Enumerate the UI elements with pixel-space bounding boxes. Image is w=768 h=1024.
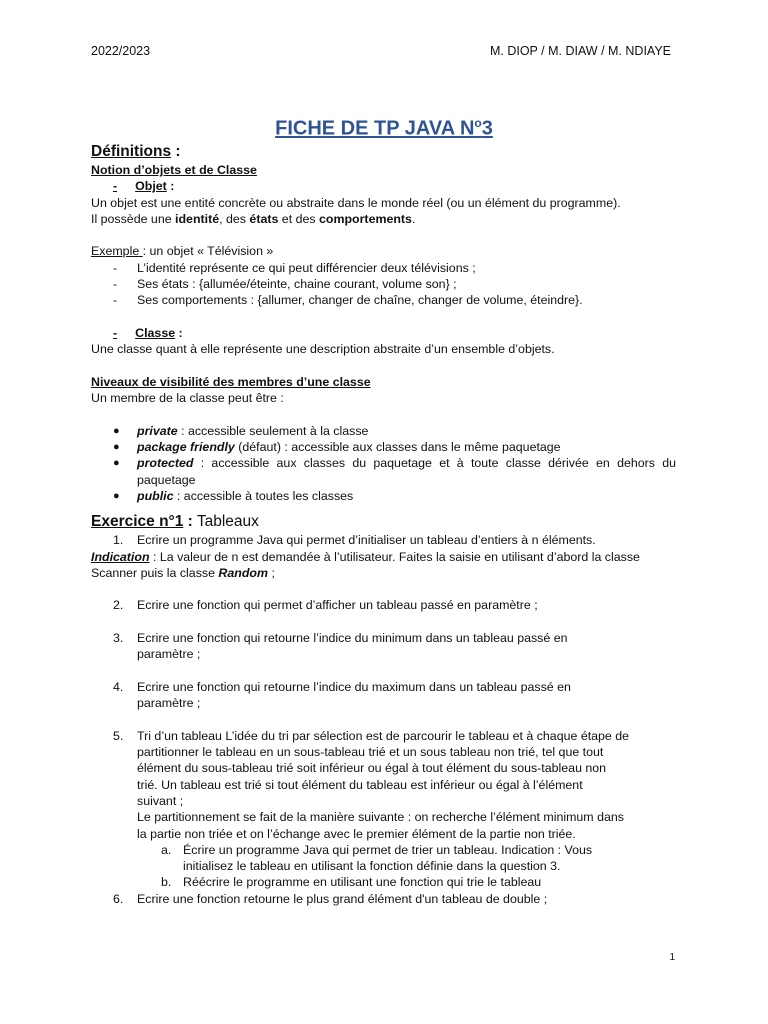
question-text-line: partitionner le tableau en un sous-tableau trié et un sous tableau non trié, tel que tout	[137, 745, 604, 760]
header-year: 2022/2023	[91, 44, 151, 58]
bullet-icon: ●	[113, 489, 120, 502]
definitions-heading-text: Définitions	[91, 143, 172, 160]
indication-line-1	[91, 549, 676, 565]
visibility-keyword: protected	[137, 456, 194, 471]
title-text: FICHE DE TP JAVA N	[275, 117, 475, 140]
exemple-item-text: Ses comportements : {allumer, changer de chaîne, changer de volume, éteindre}.	[137, 293, 583, 308]
indication-text-2: Scanner puis la classe	[91, 565, 219, 580]
classe-colon: :	[175, 325, 183, 340]
classe-subheading	[91, 325, 676, 341]
indication-text: : La valeur de n est demandée à l’utilisateur. Faites la saisie en utilisant d’abord la classe	[149, 549, 640, 564]
objet-dash: -	[113, 179, 118, 194]
question-1	[91, 532, 676, 548]
visibility-intro: Un membre de la classe peut être :	[91, 391, 284, 406]
question-number: 1.	[113, 533, 124, 548]
definitions-heading	[91, 142, 676, 162]
question-text-line: Ecrire une fonction qui retourne l’indice du maximum dans un tableau passé en	[137, 679, 571, 694]
subquestion-letter: a.	[161, 842, 172, 857]
question-3	[91, 630, 676, 663]
question-number: 5.	[113, 728, 124, 743]
definitions-heading-colon: :	[171, 143, 181, 160]
question-number: 4.	[113, 679, 124, 694]
objet-prop-identite: identité	[175, 211, 220, 226]
objet-colon: :	[166, 179, 175, 194]
question-text-line: paramètre ;	[137, 696, 201, 711]
indication-random: Random	[218, 565, 268, 580]
indication-line-2	[91, 565, 676, 581]
classe-definition: Une classe quant à elle représente une description abstraite d’un ensemble d’objets.	[91, 342, 555, 357]
question-text-line: suivant ;	[137, 793, 184, 808]
exercise1-heading-colon: :	[183, 513, 193, 531]
objet-prop-etats: états	[249, 211, 279, 226]
indication-label: Indication	[91, 549, 150, 564]
objet-label-text: Objet	[135, 179, 167, 194]
question-text-line: Tri d’un tableau L’idée du tri par sélection est de parcourir le tableau et à chaque étape de	[137, 728, 630, 743]
dash-marker: -	[113, 277, 118, 292]
visibility-keyword: package friendly	[137, 440, 235, 455]
visibility-keyword: public	[137, 488, 174, 503]
exemple-text: : un objet « Télévision »	[142, 244, 274, 259]
dash-marker: -	[113, 260, 118, 275]
question-text: Ecrire un programme Java qui permet d’initialiser un tableau d’entiers à n éléments.	[137, 533, 596, 548]
list-item	[91, 276, 676, 292]
subquestion-text-line: initialisez le tableau en utilisant la fonction définie dans la question 3.	[183, 859, 561, 874]
list-item	[91, 292, 676, 308]
page-title	[0, 116, 768, 141]
question-text-line: Le partitionnement se fait de la manière suivante : on recherche l’élément minimum dans	[137, 810, 624, 825]
dash-marker: -	[113, 293, 118, 308]
exemple-line	[91, 243, 676, 259]
question-4	[91, 679, 676, 712]
bullet-icon: ●	[113, 441, 120, 454]
question-text-line: paramètre ;	[137, 647, 201, 662]
question-text: Ecrire une fonction retourne le plus grand élément d'un tableau de double ;	[137, 891, 548, 906]
objet-prop-text-4: .	[411, 211, 416, 226]
question-5a	[91, 842, 676, 875]
visibility-item-private	[91, 423, 676, 439]
exemple-item-text: L’identité représente ce qui peut différencier deux télévisions ;	[137, 260, 476, 275]
question-text-line: élément du sous-tableau trié soit inférieur ou égal à tout élément du sous-tableau non	[137, 761, 607, 776]
subquestion-text-line: Écrire un programme Java qui permet de trier un tableau. Indication : Vous	[183, 842, 593, 857]
visibility-description: : accessible à toutes les classes	[173, 488, 354, 503]
section-visibility-title: Niveaux de visibilité des membres d’une classe	[91, 374, 371, 389]
question-5b	[91, 874, 676, 890]
objet-prop-text-3: et des	[278, 211, 319, 226]
question-text-line: la partie non triée et on l’échange avec le premier élément de la partie non triée.	[137, 826, 576, 841]
visibility-description: (défaut) : accessible aux classes dans le même paquetage	[234, 440, 561, 455]
visibility-description: : accessible aux classes du paquetage et à toute classe dérivée en dehors du paquetage	[137, 456, 676, 487]
objet-subheading	[91, 178, 676, 194]
classe-label-text: Classe	[135, 325, 176, 340]
visibility-item-public	[91, 488, 676, 504]
question-5	[91, 728, 676, 842]
bullet-icon: ●	[113, 457, 120, 470]
objet-definition: Un objet est une entité concrète ou abstraite dans le monde réel (ou un élément du programme).	[91, 195, 621, 210]
visibility-item-package	[91, 439, 676, 455]
subquestion-text: Réécrire le programme en utilisant une fonction qui trie le tableau	[183, 875, 542, 890]
visibility-description: : accessible seulement à la classe	[177, 423, 369, 438]
classe-label	[113, 326, 175, 340]
objet-properties	[91, 211, 676, 227]
objet-prop-text-2: , des	[219, 211, 250, 226]
question-text: Ecrire une fonction qui permet d’afficher un tableau passé en paramètre ;	[137, 598, 538, 613]
objet-prop-comportements: comportements	[319, 211, 412, 226]
objet-label	[113, 179, 167, 193]
exercise1-heading-text: Exercice n°1	[91, 513, 184, 531]
title-number: 3	[481, 117, 493, 140]
visibility-keyword: private	[137, 423, 178, 438]
exercise1-heading	[91, 512, 676, 532]
question-number: 3.	[113, 631, 124, 646]
subquestion-letter: b.	[161, 875, 172, 890]
visibility-item-protected	[91, 455, 676, 488]
question-number: 2.	[113, 598, 124, 613]
question-text-line: trié. Un tableau est trié si tout élément du tableau est inférieur ou égal à l’élément	[137, 777, 583, 792]
question-2	[91, 597, 676, 613]
header-authors: M. DIOP / M. DIAW / M. NDIAYE	[489, 44, 671, 58]
exemple-label: Exemple	[91, 244, 143, 259]
indication-end: ;	[268, 565, 275, 580]
list-item	[91, 260, 676, 276]
question-number: 6.	[113, 891, 124, 906]
title-superscript: o	[474, 116, 482, 130]
page-number: 1	[669, 952, 675, 963]
classe-dash: -	[113, 325, 118, 340]
objet-prop-text-1: Il possède une	[91, 211, 176, 226]
question-text-line: Ecrire une fonction qui retourne l’indice du minimum dans un tableau passé en	[137, 631, 568, 646]
document-body	[91, 142, 676, 907]
bullet-icon: ●	[113, 424, 120, 437]
exemple-item-text: Ses états : {allumée/éteinte, chaine courant, volume son} ;	[137, 277, 457, 292]
section-objects-title: Notion d’objets et de Classe	[91, 163, 257, 177]
exercise1-topic: Tableaux	[192, 513, 259, 531]
question-6	[91, 891, 676, 907]
